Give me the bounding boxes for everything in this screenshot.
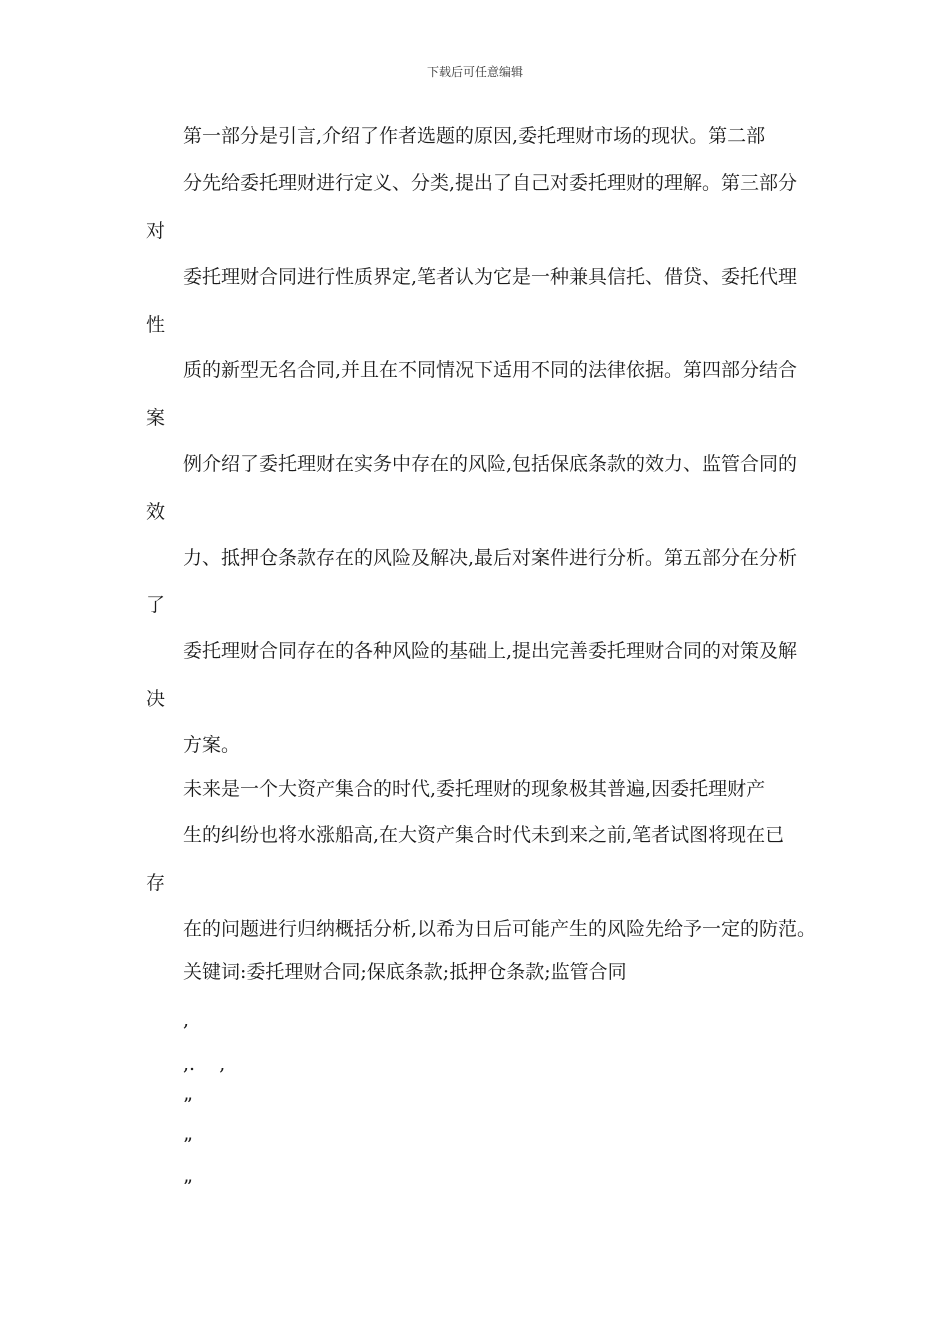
keywords-line: 关键词:委托理财合同;保底条款;抵押仓条款;监管合同 xyxy=(183,961,627,983)
text-line: , xyxy=(183,1009,190,1031)
text-line: 委托理财合同存在的各种风险的基础上,提出完善委托理财合同的对策及解 xyxy=(183,640,798,662)
text-line: 未来是一个大资产集合的时代,委托理财的现象极其普遍,因委托理财产 xyxy=(183,778,766,800)
text-line: ” xyxy=(183,1176,193,1198)
text-line: ,. , xyxy=(183,1053,226,1075)
text-line: 例介绍了委托理财在实务中存在的风险,包括保底条款的效力、监管合同的 xyxy=(183,453,798,475)
text-line: 存 xyxy=(146,872,166,894)
text-line: 第一部分是引言,介绍了作者选题的原因,委托理财市场的现状。第二部 xyxy=(183,125,766,147)
text-line: 对 xyxy=(146,220,166,242)
text-line: 在的问题进行归纳概括分析,以希为日后可能产生的风险先给予一定的防范。 xyxy=(183,918,817,940)
text-line: 生的纠纷也将水涨船高,在大资产集合时代未到来之前,笔者试图将现在已 xyxy=(183,824,785,846)
text-line: 力、抵押仓条款存在的风险及解决,最后对案件进行分析。第五部分在分析 xyxy=(183,547,798,569)
text-line: 质的新型无名合同,并且在不同情况下适用不同的法律依据。第四部分结合 xyxy=(183,359,798,381)
text-line: 方案。 xyxy=(183,734,241,756)
text-line: 了 xyxy=(146,594,166,616)
text-line: 性 xyxy=(146,314,166,336)
text-line: 决 xyxy=(146,688,166,710)
text-line: 委托理财合同进行性质界定,笔者认为它是一种兼具信托、借贷、委托代理 xyxy=(183,266,798,288)
page-header: 下载后可任意编辑 xyxy=(426,65,523,79)
text-line: 案 xyxy=(146,407,166,429)
text-line: ” xyxy=(183,1134,193,1156)
text-line: ” xyxy=(183,1094,193,1116)
text-line: 分先给委托理财进行定义、分类,提出了自己对委托理财的理解。第三部分 xyxy=(183,172,798,194)
text-line: 效 xyxy=(146,501,166,523)
